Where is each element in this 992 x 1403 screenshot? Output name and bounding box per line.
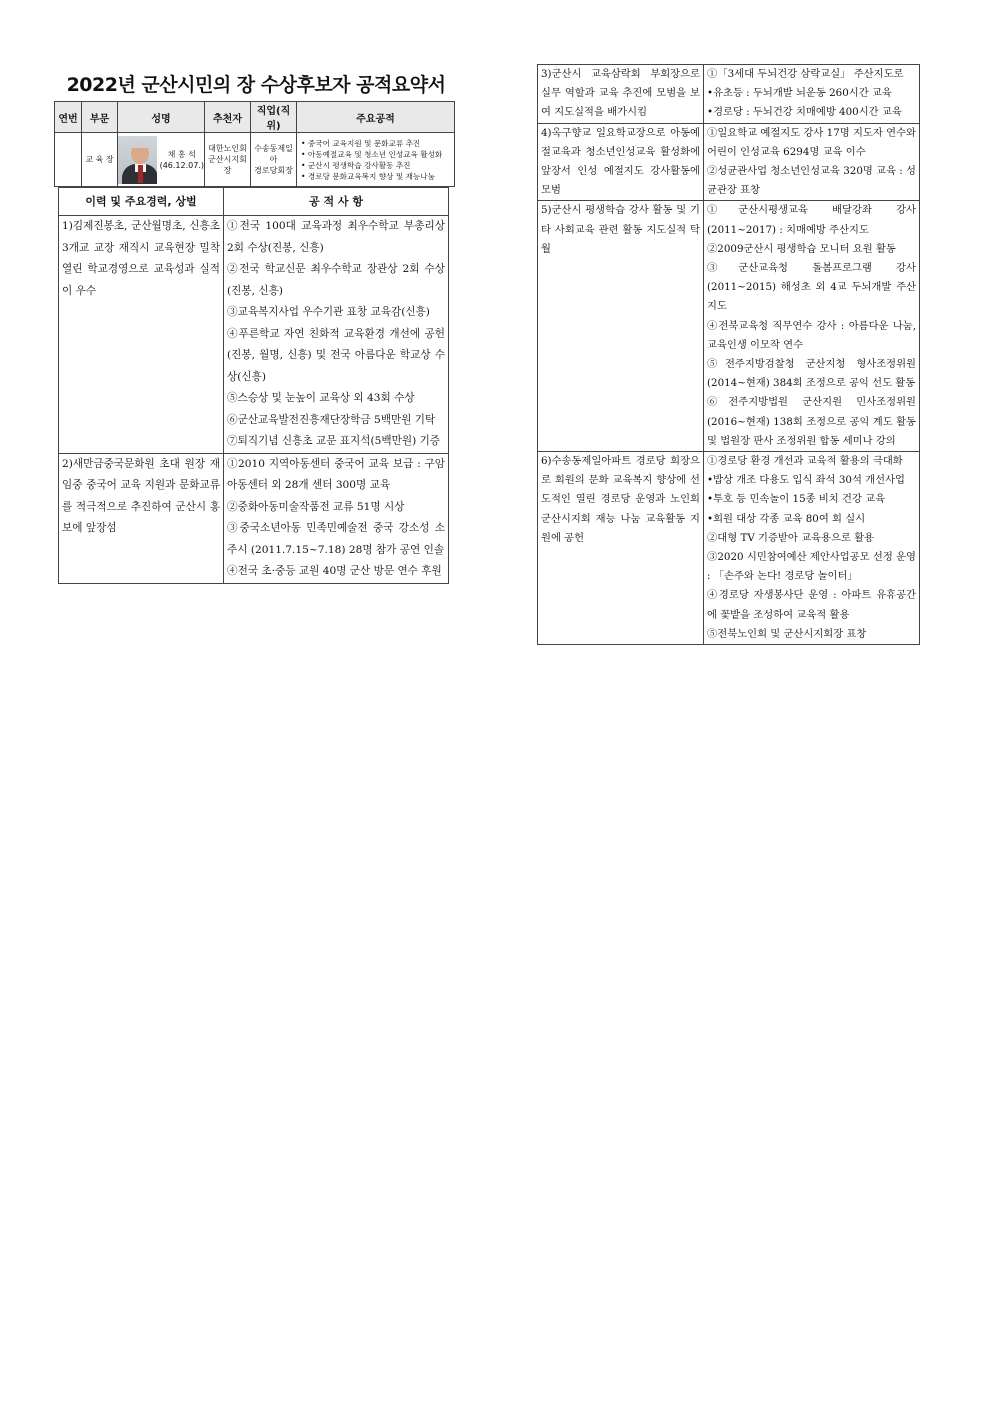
merit-item: ③2020 시민참여예산 제안사업공모 선정 운영 : 「손주와 논다! 경로당 놀이터」 bbox=[707, 551, 916, 583]
merit-item: ④전북교육청 직무연수 강사 : 아름다운 나눔, 교육인생 이모작 연수 bbox=[707, 319, 916, 351]
career-cell: 6)수송동제일아파트 경로당 회장으로 회원의 문화 교육복지 향상에 선도적인 열린 경로당 운영과 노인회군산시지회 재능 나눔 교육활동 지원에 공헌 bbox=[538, 452, 704, 645]
page-title: 2022년 군산시민의 장 수상후보자 공적요약서 bbox=[66, 74, 446, 96]
merit-item: ①「3세대 두뇌건강 삼락교실」 주산지도로 bbox=[707, 68, 904, 80]
candidate-birth: (46.12.07.) bbox=[159, 160, 204, 170]
merit-item: ①2010 지역아동센터 중국어 교육 보급 : 구암아동센터 외 28개 센터 300명 교육 bbox=[227, 457, 445, 491]
merit-row-1 bbox=[59, 216, 449, 454]
merit-item: ①군산시평생교육 배달강좌 강사(2011~2017) : 치매예방 주산지도 bbox=[707, 204, 916, 236]
header-number: 연번 bbox=[55, 102, 82, 133]
merit-item: •경로당 : 두뇌건강 치매예방 400시간 교육 bbox=[707, 106, 902, 119]
merit-item: ⑤전주지방검찰청 군산지청 형사조정위원(2014~현재) 384회 조정으로 공익 선도 활동 bbox=[707, 358, 916, 390]
summary-row bbox=[55, 133, 455, 187]
work-item: • 군산시 평생학습 강사활동 추진 bbox=[301, 160, 454, 171]
career-cell: 2)새만금중국문화원 초대 원장 재임중 중국어 교육 지원과 문화교류를 적극적으로 추진하여 군산시 홍보에 앞장섬 bbox=[59, 453, 224, 583]
merit-item: ②중화아동미술작품전 교류 51명 시상 bbox=[227, 500, 405, 513]
merits-cell bbox=[704, 123, 920, 201]
summary-header-row bbox=[55, 102, 455, 133]
work-item: • 아동예절교육 및 청소년 인성교육 활성화 bbox=[301, 149, 454, 160]
header-career: 이력 및 주요경력, 상벌 bbox=[59, 188, 224, 216]
merit-row-2 bbox=[59, 453, 449, 583]
work-item: • 중국어 교육지원 및 문화교류 추진 bbox=[301, 138, 454, 149]
candidate-name: 채 홍 석 bbox=[167, 149, 196, 159]
merit-row-4 bbox=[538, 123, 920, 201]
header-job: 직업(직위) bbox=[251, 102, 297, 133]
career-cell: 5)군산시 평생학습 강사 활동 및 기타 사회교육 관련 활동 지도실적 탁월 bbox=[538, 201, 704, 452]
merit-item: ④푸른학교 자연 친화적 교육환경 개선에 공헌(진봉, 월명, 신흥) 및 전국 아름다운 학교상 수상(신흥) bbox=[227, 327, 445, 383]
merits-cell bbox=[224, 453, 449, 583]
cell-category: 교 육 장 bbox=[82, 133, 118, 187]
header-name: 성명 bbox=[118, 102, 205, 133]
merit-item: ③중국소년아동 민족민예술전 중국 강소성 소주시 (2011.7.15~7.18) 28명 참가 공연 인솔 bbox=[227, 522, 445, 556]
merit-item: ③교육복지사업 우수기관 표창 교육감(신흥) bbox=[227, 306, 430, 318]
job-line-1: 수송동제일아 bbox=[254, 144, 293, 164]
merit-item: ①전국 100대 교육과정 최우수학교 부총리상 2회 수상(진봉, 신흥) bbox=[227, 220, 445, 254]
merit-item: ⑤스승상 및 눈높이 교육상 외 43회 수상 bbox=[227, 392, 415, 404]
cell-job bbox=[251, 133, 297, 187]
merit-item: ①일요학교 예절지도 강사 17명 지도자 연수와 어린이 인성교육 6294명 교육 이수 bbox=[707, 126, 916, 158]
cell-main-works bbox=[297, 133, 455, 187]
merit-item: ④경로당 자생봉사단 운영 : 아파트 유휴공간에 꽃밭을 조성하여 교육적 활용 bbox=[707, 589, 916, 621]
career-cell: 4)옥구향교 일요학교장으로 아동예절교육과 청소년인성교육 활성화에 앞장서 인성 예절지도 강사활동에 모범 bbox=[538, 123, 704, 201]
merit-row-5 bbox=[538, 201, 920, 452]
merit-item: •투호 등 민속놀이 15종 비치 건강 교육 bbox=[707, 493, 886, 506]
merit-item: •밥상 개조 다용도 입식 좌석 30석 개선사업 bbox=[707, 474, 905, 487]
header-merits: 공 적 사 항 bbox=[224, 188, 449, 216]
merit-item: ③군산교육청 돌봄프로그램 강사(2011~2015) 해성초 외 4교 두뇌개발 주산지도 bbox=[707, 262, 916, 313]
merits-cell bbox=[224, 216, 449, 454]
merit-row-3 bbox=[538, 65, 920, 124]
cell-number bbox=[55, 133, 82, 187]
cell-recommender bbox=[205, 133, 251, 187]
recommender-line-1: 대한노인회 bbox=[208, 144, 247, 153]
merit-table-left bbox=[58, 187, 449, 584]
cell-name bbox=[118, 133, 205, 187]
header-main-works: 주요공적 bbox=[297, 102, 455, 133]
job-line-2: 경로당회장 bbox=[254, 166, 293, 175]
merit-item: ⑥전주지방법원 군산지원 민사조정위원(2016~현재) 138회 조정으로 공익 계도 활동 및 법원장 판사 조정위원 합동 세미나 강의 bbox=[707, 396, 916, 447]
header-category: 부문 bbox=[82, 102, 118, 133]
merit-row-6 bbox=[538, 452, 920, 645]
career-cell: 3)군산시 교육삼락회 부회장으로 실무 역할과 교육 추진에 모범을 보여 지도실적을 배가시킴 bbox=[538, 65, 704, 124]
merit-item: ①경로당 환경 개선과 교육적 활용의 극대화 bbox=[707, 455, 903, 468]
merit-item: ⑤전북노인회 및 군산시지회장 표창 bbox=[707, 627, 867, 640]
merits-cell bbox=[704, 65, 920, 124]
merits-cell bbox=[704, 201, 920, 452]
merit-table-right bbox=[537, 64, 920, 645]
merit-item: ④전국 초·중등 교원 40명 군산 방문 연수 후원 bbox=[227, 565, 442, 577]
work-item: • 경로당 문화교육복지 향상 및 재능나눔 bbox=[301, 171, 454, 182]
candidate-photo bbox=[118, 136, 157, 184]
merit-item: ②성균관사업 청소년인성교육 320명 교육 : 성균관장 표창 bbox=[707, 165, 916, 197]
merits-cell bbox=[704, 452, 920, 645]
merit-item: ②2009군산시 평생학습 모니터 요원 활동 bbox=[707, 242, 896, 255]
merit-header-row bbox=[59, 188, 449, 216]
recommender-line-2: 군산시지회장 bbox=[208, 155, 247, 175]
header-recommender: 추천자 bbox=[205, 102, 251, 133]
merit-item: ②전국 학교신문 최우수학교 장관상 2회 수상(진봉, 신흥) bbox=[227, 263, 445, 297]
summary-table bbox=[54, 101, 455, 187]
merit-item: •유초등 : 두뇌개발 뇌운동 260시간 교육 bbox=[707, 87, 892, 100]
merit-item: ⑥군산교육발전진흥재단장학금 5백만원 기탁 bbox=[227, 413, 436, 426]
merit-item: ⑦퇴직기념 신흥초 교문 표지석(5백만원) 기증 bbox=[227, 435, 441, 447]
career-cell: 1)김제진봉초, 군산월명초, 신흥초 3개교 교장 재직시 교육현장 밀착 열린 학교경영으로 교육성과 실적이 우수 bbox=[59, 216, 224, 454]
merit-item: •회원 대상 각종 교육 80여 회 실시 bbox=[707, 512, 866, 525]
merit-item: ②대형 TV 기증받아 교육용으로 활용 bbox=[707, 531, 875, 544]
